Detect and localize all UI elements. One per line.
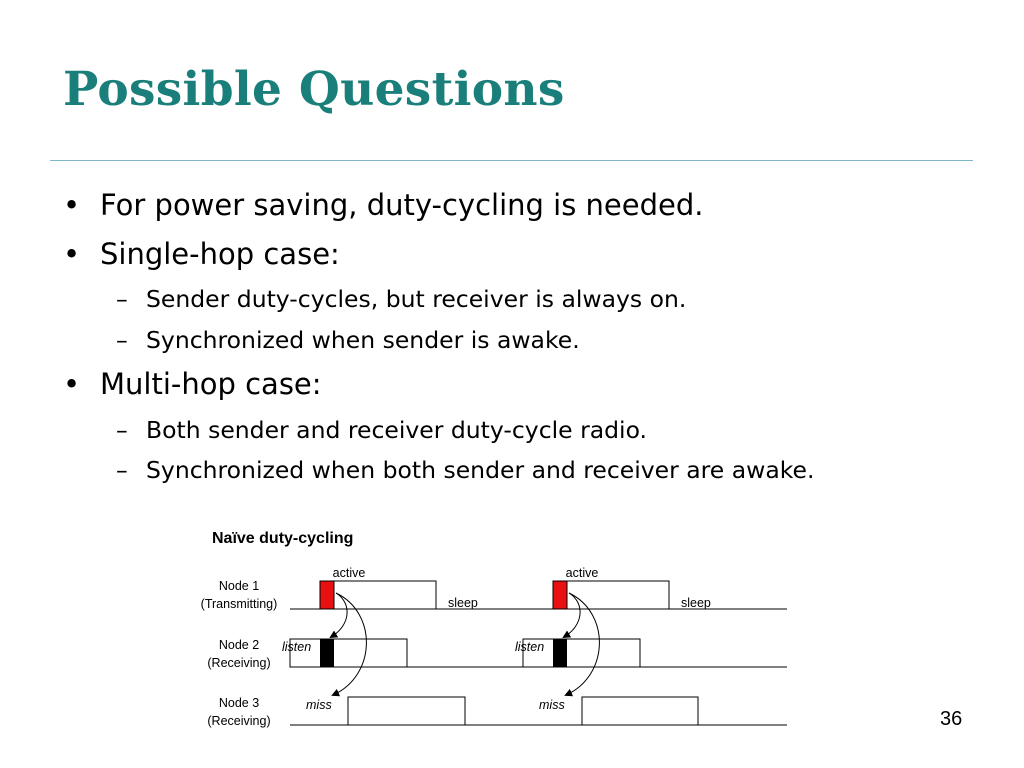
node1-cycle2-active-label: active bbox=[565, 566, 599, 580]
node1-role: (Transmitting) bbox=[200, 597, 278, 611]
sub-bullet-text: Synchronized when sender is awake. bbox=[146, 326, 580, 354]
node1-cycle1-sleep-label: sleep bbox=[448, 596, 478, 610]
sub-bullet-dash: – bbox=[116, 456, 128, 484]
node1-cycle2-sleep-label: sleep bbox=[681, 596, 711, 610]
node2-cycle1-listen-label: listen bbox=[282, 640, 312, 654]
node3-cycle2-awake-window bbox=[582, 697, 698, 725]
node3-cycle1-miss-label: miss bbox=[306, 698, 332, 712]
node3-cycle1-awake-window bbox=[348, 697, 465, 725]
bullet-dot: • bbox=[63, 237, 81, 271]
node2-name: Node 2 bbox=[218, 638, 260, 652]
node3-role: (Receiving) bbox=[207, 714, 271, 728]
node1-cycle2-awake-window bbox=[553, 581, 669, 609]
bullet-dot: • bbox=[63, 367, 81, 401]
node3-name: Node 3 bbox=[218, 696, 260, 710]
sub-bullet-text: Sender duty-cycles, but receiver is always on. bbox=[146, 285, 687, 313]
page-number: 36 bbox=[940, 708, 963, 730]
node1-name: Node 1 bbox=[218, 579, 260, 593]
node2-cycle2-listen-block bbox=[553, 639, 567, 667]
slide-title: Possible Questions bbox=[63, 62, 565, 117]
sub-bullet-dash: – bbox=[116, 285, 128, 313]
bullet-text: For power saving, duty-cycling is needed. bbox=[100, 188, 704, 222]
bullet-text: Multi-hop case: bbox=[100, 367, 322, 401]
diagram-title: Naïve duty-cycling bbox=[212, 530, 354, 547]
sub-bullet-text: Synchronized when both sender and receiver are awake. bbox=[146, 456, 815, 484]
node1-cycle1-transmit-block bbox=[320, 581, 334, 609]
bullet-dot: • bbox=[63, 188, 81, 222]
node2-cycle1-listen-block bbox=[320, 639, 334, 667]
node2-cycle2-listen-label: listen bbox=[515, 640, 545, 654]
bullet-text: Single-hop case: bbox=[100, 237, 340, 271]
sub-bullet-text: Both sender and receiver duty-cycle radio. bbox=[146, 416, 648, 444]
node1-cycle2-transmit-block bbox=[553, 581, 567, 609]
node2-role: (Receiving) bbox=[207, 656, 271, 670]
sub-bullet-dash: – bbox=[116, 326, 128, 354]
sub-bullet-dash: – bbox=[116, 416, 128, 444]
node3-cycle2-miss-label: miss bbox=[539, 698, 565, 712]
node1-cycle1-active-label: active bbox=[332, 566, 366, 580]
node1-cycle1-awake-window bbox=[320, 581, 436, 609]
